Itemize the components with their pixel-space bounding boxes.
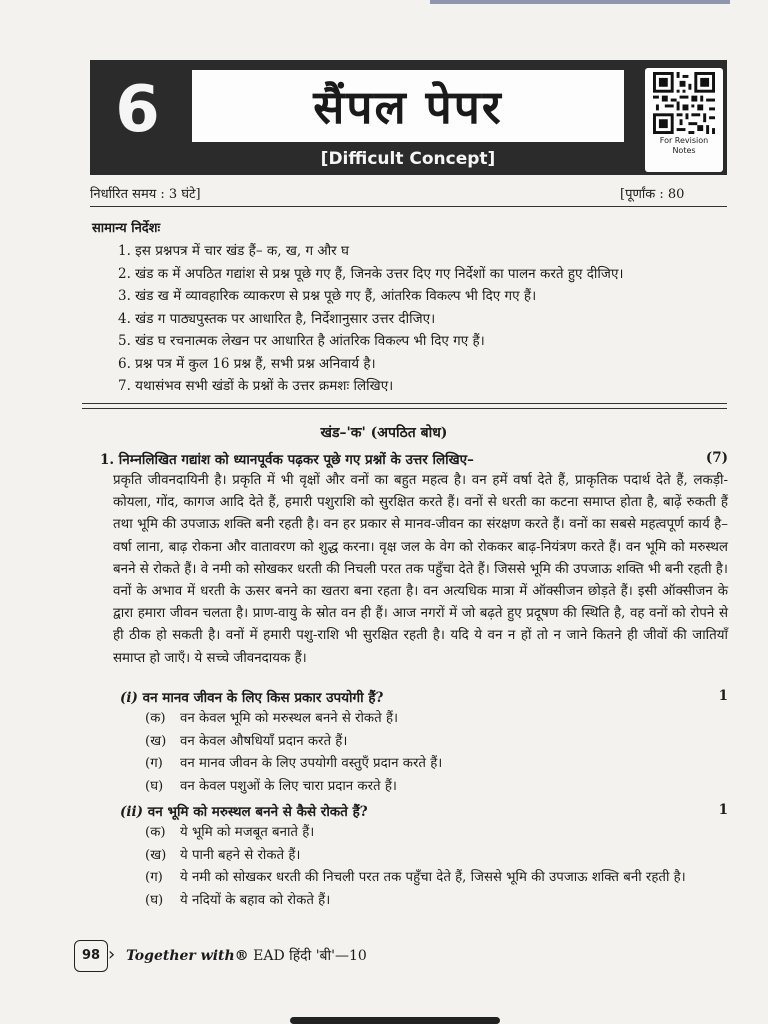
section-title: खंड–'क' (अपठित बोध) xyxy=(320,425,448,441)
double-divider-top xyxy=(82,403,727,404)
option-label: (क) xyxy=(145,825,166,840)
page-number: 98 xyxy=(74,940,108,972)
page-subtitle: [Difficult Concept] xyxy=(320,149,496,169)
option-label: (ग) xyxy=(145,870,163,885)
qr-code-panel xyxy=(645,68,723,172)
option-text: वन केवल औषधियाँ प्रदान करते हैं। xyxy=(180,733,348,749)
time-allowed: निर्धारित समय : 3 घंटे] xyxy=(90,187,201,202)
title-box xyxy=(192,70,624,142)
sub-question-text: वन भूमि को मरुस्थल बनने से कैसे रोकते हैं? xyxy=(147,804,368,820)
instruction-item: 2. खंड क में अपठित गद्यांश से प्रश्न पूछे गए हैं, जिनके उत्तर दिए गए निर्देशों का पालन करते हुए दीजिए। xyxy=(118,265,624,282)
option-text: वन केवल पशुओं के लिए चारा प्रदान करते हैं। xyxy=(180,778,397,794)
option-item xyxy=(145,845,730,868)
sub-question-text: वन मानव जीवन के लिए किस प्रकार उपयोगी हैं? xyxy=(142,690,384,706)
option-item xyxy=(145,890,730,913)
option-text: वन केवल भूमि को मरुस्थल बनने से रोकते हैं। xyxy=(180,711,399,726)
sub-question-label: (ii) xyxy=(120,804,144,820)
options-list xyxy=(145,822,730,912)
option-label: (ख) xyxy=(145,733,167,749)
option-item xyxy=(145,731,730,754)
options-list xyxy=(145,708,730,798)
sub-question-label: (i) xyxy=(120,690,138,706)
option-label: (घ) xyxy=(145,778,164,794)
passage: प्रकृति जीवनदायिनी है। प्रकृति में भी वृक्षों और वनों का बहुत महत्व है। वन हमें वर्षा देते हैं, प्राकृतिक पदार्थ देते हैं, लकड़ी-कोयला, गोंद, कागज आदि देते हैं, हमारी पशुराशि को सुरक्षित करते हैं। वनों से धरती का कटना समाप्त होता है, बाढ़ें रुकती हैं तथा भूमि की उपजाऊ शक्ति बनी रहती है। वन हर प्रकार से मानव-जीवन का संरक्षण करते हैं। वनों का सबसे महत्वपूर्ण कार्य है–वर्षा लाना, बाढ़ रोकना और वातावरण को शुद्ध करना। वृक्ष जल के वेग को रोककर बाढ़-नियंत्रण करते हैं। वन भूमि को मरुस्थल बनने से रोकते हैं। वे नमी को सोखकर धरती की निचली परत तक पहुँचा देते हैं। जिससे भूमि की उपजाऊ शक्ति भी बनी रहती है। वनों के अभाव में धरती के ऊसर बनने का खतरा बना रहता है। वन अत्यधिक मात्रा में ऑक्सीजन छोड़ते हैं। इसी ऑक्सीजन के द्वारा हमारा जीवन चलता है। प्राण-वायु के स्रोत वन ही हैं। आज नगरों में जो बढ़ते हुए प्रदूषण की स्थिति है, वह वनों को रोपने से ही ठीक हो सकती है। वनों में हमारी पशु-राशि भी सुरक्षित रहती है। यदि ये वन न हों तो न जाने कितने ही जीवों की जातियाँ समाप्त हो जाएँ। ये सच्चे जीवनदायक हैं। xyxy=(113,473,728,666)
option-text: ये नदियों के बहाव को रोकते हैं। xyxy=(180,892,331,908)
instructions-list xyxy=(118,240,728,398)
instruction-item: 1. इस प्रश्नपत्र में चार खंड हैं– क, ख, ग और घ xyxy=(118,243,349,259)
option-text: ये भूमि को मजबूत बनाते हैं। xyxy=(180,825,315,840)
header-banner xyxy=(90,60,727,175)
footer-brand: Together with® xyxy=(126,948,249,964)
option-text: वन मानव जीवन के लिए उपयोगी वस्तुएँ प्रदान करते हैं। xyxy=(180,756,443,771)
option-item xyxy=(145,822,730,845)
option-text: ये नमी को सोखकर धरती की निचली परत तक पहुँचा देते हैं, जिससे भूमि की उपजाऊ शक्ति बनी रहती है। xyxy=(180,870,686,885)
option-label: (ख) xyxy=(145,847,167,863)
question-1-marks: (7) xyxy=(705,450,728,466)
option-label: (घ) xyxy=(145,892,164,908)
option-text: ये पानी बहने से रोकते हैं। xyxy=(180,847,301,863)
double-divider-bottom xyxy=(82,408,727,409)
sub-question-2 xyxy=(120,802,728,820)
option-item xyxy=(145,708,730,731)
instruction-item: 7. यथासंभव सभी खंडों के प्रश्नों के उत्तर क्रमशः लिखिए। xyxy=(118,378,394,394)
option-item xyxy=(145,776,730,799)
sub-question-1 xyxy=(120,688,728,706)
footer-book: EAD हिंदी 'बी'—10 xyxy=(248,948,367,964)
option-label: (ग) xyxy=(145,756,163,771)
instruction-item: 4. खंड ग पाठ्यपुस्तक पर आधारित है, निर्देशानुसार उत्तर दीजिए। xyxy=(118,310,436,327)
instructions-heading: सामान्य निर्देशः xyxy=(92,221,161,236)
sub-question-marks: 1 xyxy=(718,802,728,818)
qr-code-icon xyxy=(653,72,715,134)
instruction-item: 3. खंड ख में व्यावहारिक व्याकरण से प्रश्न पूछे गए हैं, आंतरिक विकल्प भी दिए गए हैं। xyxy=(118,288,537,304)
footer-title xyxy=(126,946,367,965)
page-title: सैंपल पेपर xyxy=(313,80,503,134)
question-1-text: 1. निम्नलिखित गद्यांश को ध्यानपूर्वक पढ़कर पूछे गए प्रश्नों के उत्तर लिखिए– xyxy=(100,452,474,468)
divider xyxy=(90,206,727,207)
instruction-item: 5. खंड घ रचनात्मक लेखन पर आधारित है आंतरिक विकल्प भी दिए गए हैं। xyxy=(118,333,485,349)
option-item xyxy=(145,867,730,890)
max-marks: [पूर्णांक : 80 xyxy=(620,187,685,202)
question-1 xyxy=(100,450,728,468)
page-bottom-edge-mark xyxy=(290,1017,500,1024)
instruction-item: 6. प्रश्न पत्र में कुल 16 प्रश्न हैं, सभी प्रश्न अनिवार्य है। xyxy=(118,355,376,372)
option-label: (क) xyxy=(145,711,166,726)
sub-question-marks: 1 xyxy=(718,688,728,704)
option-item xyxy=(145,753,730,776)
page-top-edge-mark xyxy=(430,0,730,4)
chevron-right-icon: › xyxy=(108,944,116,965)
paper-number: 6 xyxy=(115,73,160,147)
qr-caption: For Revision Notes xyxy=(659,136,709,155)
